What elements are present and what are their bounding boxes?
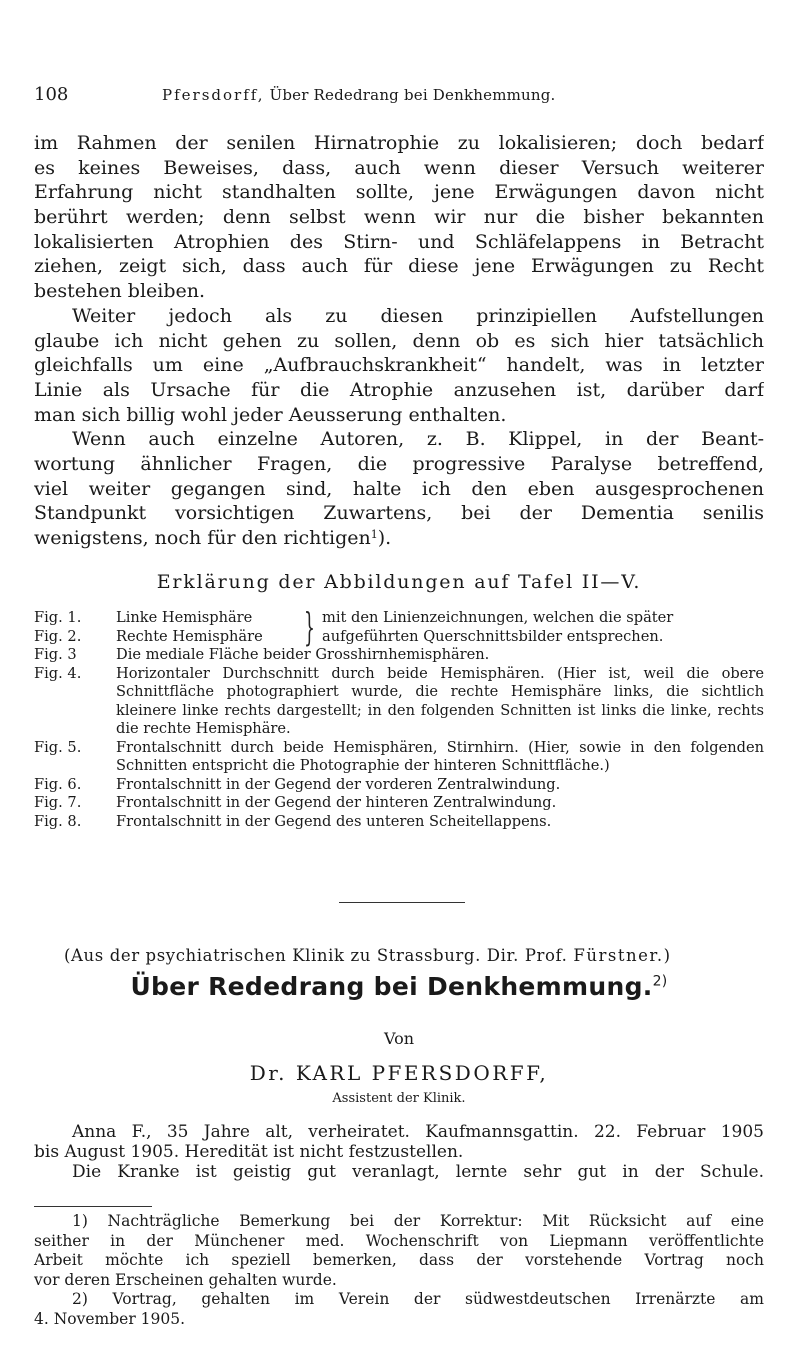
figure-text: Frontalschnitt durch beide Hemisphären, Stirnhirn. (Hier, sowie in den folgenden Schnitten entspricht die Photographie der hinteren Schnittfläche.): [116, 738, 764, 774]
footnote-line: seither in der Münchener med. Wochenschrift von Liepmann veröffentlichte: [34, 1231, 764, 1250]
figure-label: Fig. 2.: [34, 627, 82, 645]
running-header: [34, 84, 764, 114]
running-title: [162, 86, 556, 104]
body-paragraphs: [34, 131, 764, 551]
brace-glyph: }: [304, 605, 315, 649]
body-line-text: wenigstens, noch für den richtigen: [34, 527, 371, 549]
figure-label: Fig. 4.: [34, 664, 82, 682]
clinic-note: [64, 946, 764, 965]
figure-text: Frontalschnitt in der Gegend der vorderen Zentralwindung.: [116, 775, 561, 793]
figure-list: [34, 605, 764, 831]
body-line-end: ).: [377, 527, 392, 549]
figure-label: Fig. 5.: [34, 738, 82, 756]
case-report: [34, 1122, 764, 1182]
figure-section-title: Erklärung der Abbildungen auf Tafel II—V.: [156, 571, 642, 593]
section-divider: [339, 902, 465, 903]
footnote-rule: [34, 1206, 152, 1207]
clinic-note-text: (Aus der psychiatrischen Klinik zu Strassburg. Dir. Prof.: [64, 946, 568, 965]
case-line: Anna F., 35 Jahre alt, verheiratet. Kaufmannsgattin. 22. Februar 1905: [72, 1122, 764, 1142]
figure-label: Fig. 6.: [34, 775, 82, 793]
article-author: Dr. KARL PFERSDORFF,: [249, 1061, 549, 1085]
figure-pair-labels: [34, 609, 114, 646]
footnote-line: vor deren Erscheinen gehalten wurde.: [34, 1270, 337, 1289]
figure-item: [34, 776, 764, 795]
page-number: 108: [34, 84, 69, 105]
figure-text: Rechte Hemisphäre: [116, 627, 263, 645]
body-line: Standpunkt vorsichtigen Zuwartens, bei der Dementia senilis: [34, 502, 764, 525]
figure-item: [34, 739, 764, 776]
footnote-line: 4. November 1905.: [34, 1309, 186, 1328]
figure-pair-items: [116, 609, 304, 646]
figure-text: Die mediale Fläche beider Grosshirnhemisphären.: [116, 646, 490, 663]
clinic-director: Fürstner.: [573, 946, 664, 965]
body-line: Wenn auch einzelne Autoren, z. B. Klippel, in der Beant-: [72, 428, 764, 451]
body-line: Linie als Ursache für die Atrophie anzusehen ist, darüber darf: [34, 378, 764, 401]
case-line: Die Kranke ist geistig gut veranlagt, lernte sehr gut in der Schule.: [72, 1162, 764, 1182]
body-line-final: [34, 526, 764, 551]
body-line: gleichfalls um eine „Aufbrauchskrankheit“ handelt, was in letzter: [34, 354, 764, 377]
body-line: ziehen, zeigt sich, dass auch für diese jene Erwägungen zu Recht: [34, 255, 764, 278]
figure-item: [34, 665, 764, 739]
figure-text: Horizontaler Durchschnitt durch beide Hemisphären. (Hier ist, weil die obere Schnittfläche photographiert wurde, die rechte Hemisphäre links, die sichtlich kleinere linke rechts dargestellt; in den folgenden Schnitten ist links die linke, rechts die rechte Hemisphäre.: [116, 664, 764, 737]
figure-label: Fig. 7.: [34, 794, 82, 811]
footnote-line: 2) Vortrag, gehalten im Verein der südwestdeutschen Irrenärzte am: [72, 1290, 764, 1308]
body-line: es keines Beweises, dass, auch wenn dieser Versuch weiterer: [34, 156, 764, 179]
figure-item: [34, 794, 764, 813]
clinic-note-close: ): [663, 946, 671, 965]
byline-von: Von: [383, 1029, 415, 1048]
figure-item: [34, 646, 764, 665]
figure-label: Fig. 8.: [34, 812, 82, 830]
figure-shared-text: mit den Linienzeichnungen, welchen die später aufgeführten Querschnittsbilder entsprechen.: [322, 609, 674, 645]
article-title: [34, 972, 764, 1001]
figure-text: Frontalschnitt in der Gegend des unteren Scheitellappens.: [116, 812, 552, 830]
figure-text: Linke Hemisphäre: [116, 609, 253, 626]
running-author: Pfersdorff,: [162, 86, 265, 104]
footnote-line: Arbeit möchte ich speziell bemerken, dass der vorstehende Vortrag noch: [34, 1251, 764, 1269]
body-line: Weiter jedoch als zu diesen prinzipiellen Aufstellungen: [72, 304, 764, 327]
case-line: bis August 1905. Heredität ist nicht festzustellen.: [34, 1142, 464, 1162]
author-affiliation: Assistent der Klinik.: [332, 1091, 466, 1106]
figure-label: Fig. 1.: [34, 609, 82, 626]
article-title-text: Über Rededrang bei Denkhemmung.: [130, 972, 653, 1001]
footnote-ref-1: 1: [370, 528, 378, 541]
body-line: im Rahmen der senilen Hirnatrophie zu lokalisieren; doch bedarf: [34, 132, 764, 154]
body-line: viel weiter gegangen sind, halte ich den eben ausgesprochenen: [34, 477, 764, 500]
running-article-title: Über Rededrang bei Denkhemmung.: [269, 86, 556, 104]
body-line: lokalisierten Atrophien des Stirn- und Schläfelappens in Betracht: [34, 230, 764, 253]
figure-item: [34, 813, 764, 832]
figure-label: Fig. 3: [34, 646, 77, 663]
body-line: berührt werden; denn selbst wenn wir nur die bisher bekannten: [34, 206, 764, 229]
body-line: glaube ich nicht gehen zu sollen, denn ob es sich hier tatsächlich: [34, 329, 764, 352]
body-line: Erfahrung nicht standhalten sollte, jene Erwägungen davon nicht: [34, 181, 764, 204]
footnote-ref-2: 2): [652, 973, 668, 990]
body-line: man sich billig wohl jeder Aeusserung enthalten.: [34, 403, 507, 426]
body-line: wortung ähnlicher Fragen, die progressive Paralyse betreffend,: [34, 452, 764, 475]
footnotes: [34, 1212, 764, 1329]
figure-pair-1-2: [34, 605, 764, 649]
footnote-line: 1) Nachträgliche Bemerkung bei der Korrektur: Mit Rücksicht auf eine: [72, 1212, 764, 1230]
body-line: bestehen bleiben.: [34, 280, 206, 303]
figure-text: Frontalschnitt in der Gegend der hinteren Zentralwindung.: [116, 794, 557, 811]
